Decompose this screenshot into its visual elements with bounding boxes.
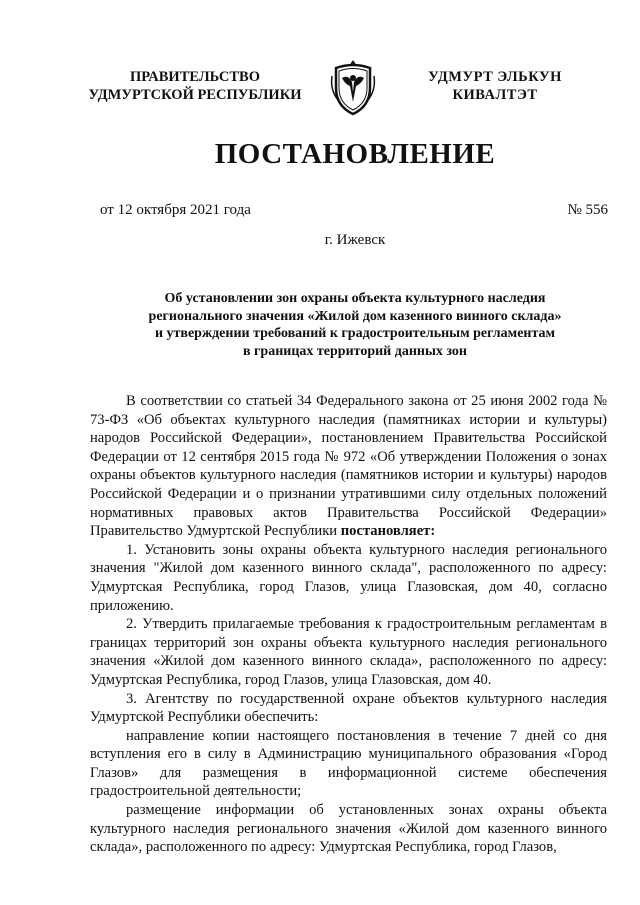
subject-line-1: Об установлении зон охраны объекта культурного наследия — [164, 291, 546, 306]
clause-3-item-1-paragraph: направление копии настоящего постановления в течение 7 дней со дня вступления его в силу в Администрацию муниципального образования «Город Глазов» для размещения в информационной системе обеспечения градостроительной деятельности; — [90, 727, 607, 800]
issuer-header-right — [400, 68, 590, 104]
clause-1-paragraph: 1. Установить зоны охраны объекта культурного наследия регионального значения "Жилой дом казенного винного склада", расположенного по адресу: Удмуртская Республика, город Глазов, улица Глазовская, дом 40, согласно приложению. — [90, 541, 607, 614]
issuer-line-1: ПРАВИТЕЛЬСТВО — [130, 69, 260, 85]
clause-2-paragraph: 2. Утвердить прилагаемые требования к градостроительным регламентам в границах территорий зон охраны объекта культурного наследия регионального значения «Жилой дом казенного винного склада», расположенного по адресу: Удмуртская Республика, город Глазов, улица Глазовская, дом 40. — [90, 616, 607, 688]
preamble-text: В соответствии со статьей 34 Федерального закона от 25 июня 2002 года № 73-ФЗ «Об объектах культурного наследия (памятниках истории и культуры) народов Российской Федерации», постановлением Правительства Российской Федерации от 12 сентября 2015 года № 972 «Об утверждении Положения о зонах охраны объектов культурного наследия (памятников истории и культуры) народов Российской Федерации и о признании утратившими силу отдельных положений нормативных правовых актов Правительства Российской Федерации» Правительство Удмуртской Республики — [90, 393, 607, 540]
preamble-paragraph — [90, 392, 607, 541]
subject-line-2: регионального значения «Жилой дом казенного винного склада» — [148, 308, 562, 324]
resolves-colon: : — [430, 523, 436, 540]
document-subject — [110, 290, 600, 360]
clause-3-item-2-paragraph: размещение информации об установленных зонах охраны объекта культурного наследия регионального значения «Жилой дом казенного винного склада», расположенного по адресу: Удмуртская Республика, город Глазов, — [90, 802, 607, 856]
subject-line-4: в границах территорий данных зон — [243, 343, 467, 359]
issuer-header-left — [70, 68, 320, 104]
issuer-line-2: УДМУРТСКОЙ РЕСПУБЛИКИ — [88, 87, 302, 103]
subject-line-3: и утверждении требований к градостроительным регламентам — [154, 326, 556, 341]
document-title: ПОСТАНОВЛЕНИЕ — [214, 138, 496, 170]
document-date: от 12 октября 2021 года — [100, 202, 251, 218]
resolves-keyword: постановляет — [340, 523, 431, 540]
document-city: г. Ижевск — [324, 232, 386, 248]
issuer-udm-line-1: УДМУРТ ЭЛЬКУН — [428, 69, 562, 85]
coat-of-arms-icon — [328, 58, 378, 116]
issuer-udm-line-2: КИВАЛТЭТ — [452, 87, 538, 103]
clause-3-paragraph: 3. Агентству по государственной охране объектов культурного наследия Удмуртской Республики обеспечить: — [90, 690, 607, 726]
document-number: № 556 — [567, 202, 608, 218]
document-body — [90, 392, 607, 857]
